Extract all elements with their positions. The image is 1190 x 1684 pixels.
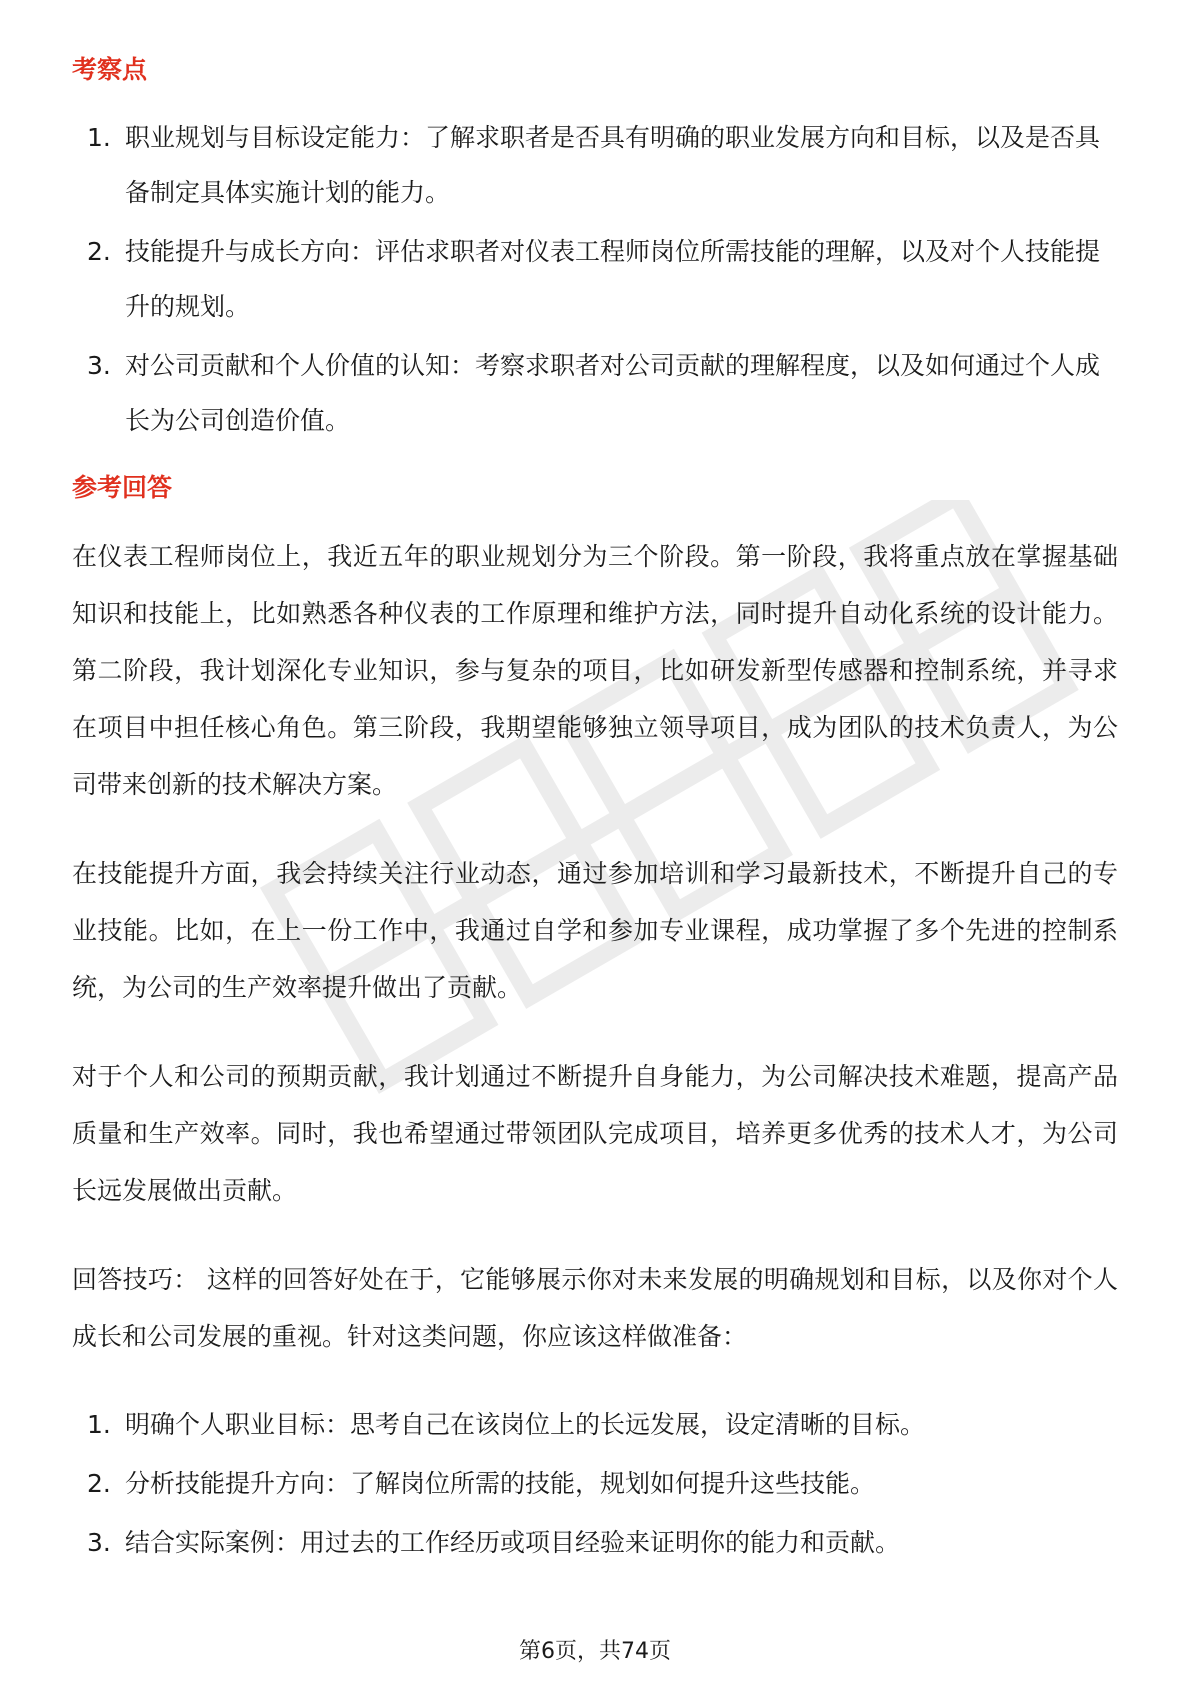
answer-paragraph: 在仪表工程师岗位上，我近五年的职业规划分为三个阶段。第一阶段，我将重点放在掌握基础知识和技能上，比如熟悉各种仪表的工作原理和维护方法，同时提升自动化系统的设计能力。第二阶段，我计划深化专业知识，参与复杂的项目，比如研发新型传感器和控制系统，并寻求在项目中担任核心角色。第三阶段，我期望能够独立领导项目，成为团队的技术负责人，为公司带来创新的技术解决方案。 [72,542,1118,799]
list-item [72,1515,1118,1570]
list-item-text: 分析技能提升方向：了解岗位所需的技能，规划如何提升这些技能。 [125,1469,876,1498]
spacer [72,452,1118,470]
list-number: 2. [87,1469,111,1498]
answer-paragraph: 对于个人和公司的预期贡献，我计划通过不断提升自身能力，为公司解决技术难题，提高产品质量和生产效率。同时，我也希望通过带领团队完成项目，培养更多优秀的技术人才，为公司长远发展做出贡献。 [72,1062,1118,1205]
list-item-text: 明确个人职业目标：思考自己在该岗位上的长远发展，设定清晰的目标。 [125,1410,926,1439]
list-item-text: 职业规划与目标设定能力：了解求职者是否具有明确的职业发展方向和目标，以及是否具备制定具体实施计划的能力。 [125,123,1101,207]
list-item [72,110,1118,220]
list-item-text: 对公司贡献和个人价值的认知：考察求职者对公司贡献的理解程度，以及如何通过个人成长为公司创造价值。 [125,351,1101,435]
list-number: 3. [87,351,111,380]
list-item [72,1397,1118,1452]
page-footer: 第6页，共74页 [519,1639,671,1664]
list-item [72,224,1118,334]
list-item-text: 技能提升与成长方向：评估求职者对仪表工程师岗位所需技能的理解，以及对个人技能提升的规划。 [125,237,1101,321]
list-number: 3. [87,1528,111,1557]
section-heading-reference-answer: 参考回答 [72,473,173,502]
section-heading-key-points: 考察点 [72,55,148,84]
answer-paragraph: 在技能提升方面，我会持续关注行业动态，通过参加培训和学习最新技术，不断提升自己的专业技能。比如，在上一份工作中，我通过自学和参加专业课程，成功掌握了多个先进的控制系统，为公司的生产效率提升做出了贡献。 [72,859,1118,1002]
list-item [72,338,1118,448]
list-number: 1. [87,1410,111,1439]
list-item-text: 结合实际案例：用过去的工作经历或项目经验来证明你的能力和贡献。 [125,1528,901,1557]
answer-tips-paragraph: 回答技巧： 这样的回答好处在于，它能够展示你对未来发展的明确规划和目标，以及你对个人成长和公司发展的重视。针对这类问题，你应该这样做准备： [72,1265,1118,1351]
list-item [72,1456,1118,1511]
key-points-list [72,110,1118,448]
tips-list [72,1397,1118,1570]
list-number: 2. [87,237,111,266]
main-content [72,52,1118,1574]
list-number: 1. [87,123,111,152]
